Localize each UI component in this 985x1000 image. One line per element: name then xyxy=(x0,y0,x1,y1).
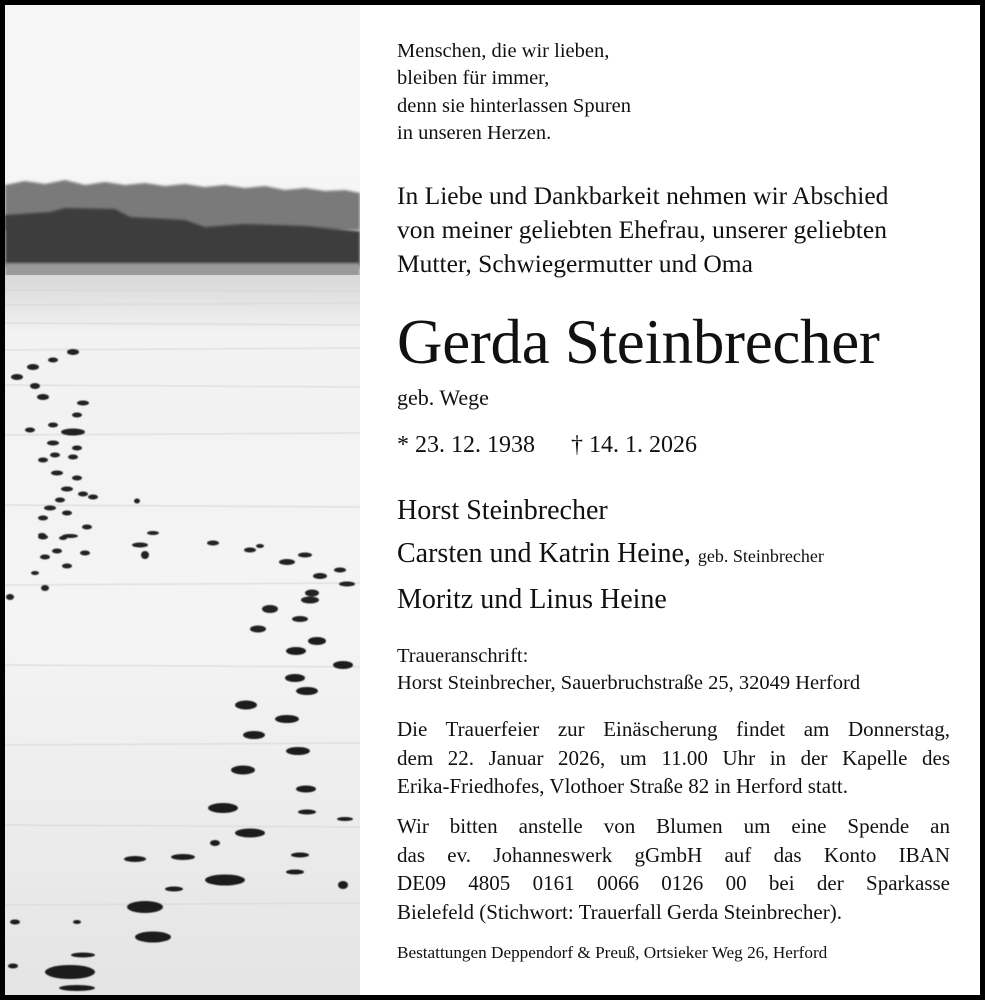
family-member-note: geb. Steinbrecher xyxy=(697,546,824,566)
family-member-name: Horst Steinbrecher xyxy=(397,495,608,526)
ceremony-line: Die Trauerfeier zur Einäscherung findet am Donnerstag, xyxy=(397,717,950,741)
poem-line: bleiben für immer, xyxy=(397,67,550,90)
family-member-name: Moritz und Linus Heine xyxy=(397,584,667,615)
donation-line: Bielefeld (Stichwort: Trauerfall Gerda Steinbrecher). xyxy=(397,899,842,924)
donation-line: DE09 4805 0161 0066 0126 00 bei der Sparkasse xyxy=(397,871,950,895)
intro-line: von meiner geliebten Ehefrau, unserer geliebten xyxy=(397,215,887,245)
life-dates xyxy=(397,432,697,459)
family-member xyxy=(397,532,824,578)
deceased-name: Gerda Steinbrecher xyxy=(397,307,880,377)
donation-notice xyxy=(397,812,950,926)
maiden-name: geb. Wege xyxy=(397,385,489,410)
intro-line: In Liebe und Dankbarkeit nehmen wir Abschied xyxy=(397,181,889,210)
ceremony-line: dem 22. Januar 2026, um 11.00 Uhr in der Kapelle des xyxy=(397,745,950,770)
death-date: † 14. 1. 2026 xyxy=(571,432,697,458)
ceremony-line: Erika-Friedhofes, Vlothoer Straße 82 in Herford statt. xyxy=(397,774,848,798)
address-label: Traueranschrift: xyxy=(397,645,529,667)
donation-line: das ev. Johanneswerk gGmbH auf das Konto IBAN xyxy=(397,842,950,867)
donation-line: Wir bitten anstelle von Blumen um eine Spende an xyxy=(397,814,950,838)
poem-line: denn sie hinterlassen Spuren xyxy=(397,94,631,117)
birth-date: * 23. 12. 1938 xyxy=(397,432,535,458)
poem xyxy=(397,38,631,147)
poem-line: Menschen, die wir lieben, xyxy=(397,40,610,62)
family-member xyxy=(397,578,824,621)
family-member-name: Carsten und Katrin Heine, xyxy=(397,538,691,569)
poem-line: in unseren Herzen. xyxy=(397,121,552,144)
beach-footprints-photo xyxy=(5,5,360,995)
intro-line: Mutter, Schwiegermutter und Oma xyxy=(397,249,753,279)
obituary-card xyxy=(5,5,980,995)
undertaker-footer: Bestattungen Deppendorf & Preuß, Ortsieker Weg 26, Herford xyxy=(397,943,828,962)
address-value: Horst Steinbrecher, Sauerbruchstraße 25, 32049 Herford xyxy=(397,672,861,694)
mourning-address xyxy=(397,643,860,697)
family-member xyxy=(397,489,824,532)
footprints-image-icon xyxy=(5,5,360,995)
family-members xyxy=(397,489,824,621)
ceremony-notice xyxy=(397,715,950,801)
intro-text xyxy=(397,179,888,282)
